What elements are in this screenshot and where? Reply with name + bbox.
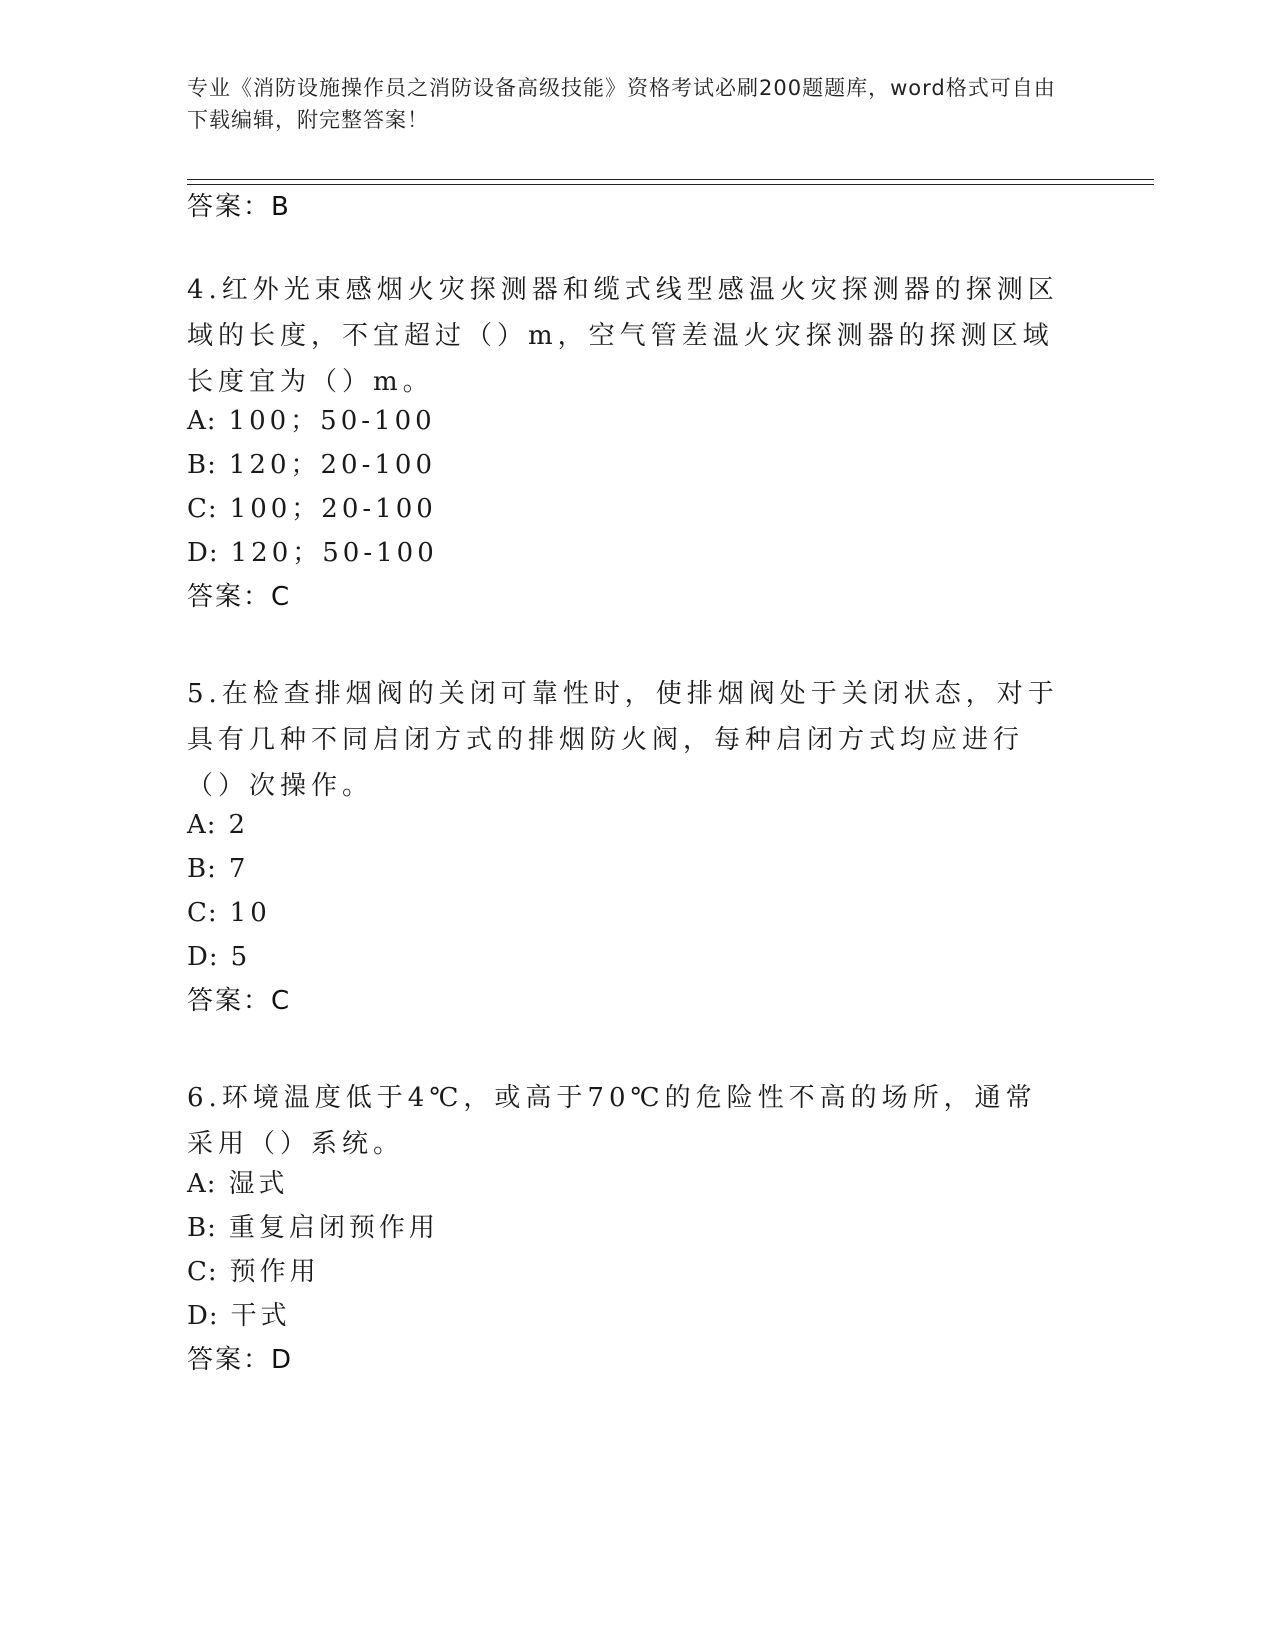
- option-label: D:: [187, 1301, 219, 1331]
- document-header: 专业《消防设施操作员之消防设备高级技能》资格考试必刷200题题库，word格式可自由下载编辑，附完整答案！: [187, 76, 1056, 132]
- option-label: C:: [187, 1257, 218, 1287]
- question-4-option-b: [187, 448, 436, 482]
- question-6-option-b: [187, 1211, 439, 1245]
- option-label: A:: [187, 810, 217, 840]
- question-5-option-b: [187, 852, 249, 886]
- header-rule-bottom: [187, 184, 1154, 185]
- answer-line: 答案：B: [187, 192, 291, 222]
- question-5-text: 5.在检查排烟阀的关闭可靠性时，使排烟阀处于关闭状态，对于具有几种不同启闭方式的排烟防火阀，每种启闭方式均应进行（）次操作。: [187, 679, 1059, 801]
- option-label: A:: [187, 1169, 217, 1199]
- option-label: D:: [187, 538, 219, 568]
- option-text: 120；20-100: [228, 450, 436, 480]
- option-text: 预作用: [229, 1257, 320, 1287]
- question-6-option-a: [187, 1167, 289, 1201]
- option-label: B:: [187, 1213, 217, 1243]
- question-6-option-c: [187, 1255, 320, 1289]
- option-text: 10: [229, 898, 271, 928]
- question-5-option-c: [187, 896, 271, 930]
- header-rule-top: [187, 179, 1154, 180]
- question-4-answer: 答案：C: [187, 582, 292, 612]
- option-label: A:: [187, 406, 217, 436]
- question-4-option-c: [187, 492, 437, 526]
- question-6-option-d: [187, 1299, 291, 1333]
- option-text: 100；20-100: [229, 494, 437, 524]
- option-text: 干式: [230, 1301, 291, 1331]
- option-text: 2: [228, 810, 250, 840]
- question-6-answer: 答案：D: [187, 1345, 294, 1375]
- option-label: C:: [187, 898, 218, 928]
- option-text: 100；50-100: [228, 406, 436, 436]
- question-5-option-a: [187, 808, 249, 842]
- option-label: C:: [187, 494, 218, 524]
- option-label: B:: [187, 854, 217, 884]
- question-4-text: 4.红外光束感烟火灾探测器和缆式线型感温火灾探测器的探测区域的长度，不宜超过（）m，空气管差温火灾探测器的探测区域长度宜为（）m。: [187, 275, 1059, 397]
- question-4-option-a: [187, 404, 436, 438]
- question-5-option-d: [187, 940, 251, 974]
- question-5-answer: 答案：C: [187, 986, 292, 1016]
- option-label: D:: [187, 942, 219, 972]
- question-6-text: 6.环境温度低于4℃，或高于70℃的危险性不高的场所，通常采用（）系统。: [187, 1083, 1037, 1159]
- option-text: 5: [230, 942, 252, 972]
- option-text: 重复启闭预作用: [228, 1213, 439, 1243]
- option-text: 湿式: [228, 1169, 289, 1199]
- option-label: B:: [187, 450, 217, 480]
- question-4-option-d: [187, 536, 438, 570]
- option-text: 120；50-100: [230, 538, 438, 568]
- option-text: 7: [228, 854, 250, 884]
